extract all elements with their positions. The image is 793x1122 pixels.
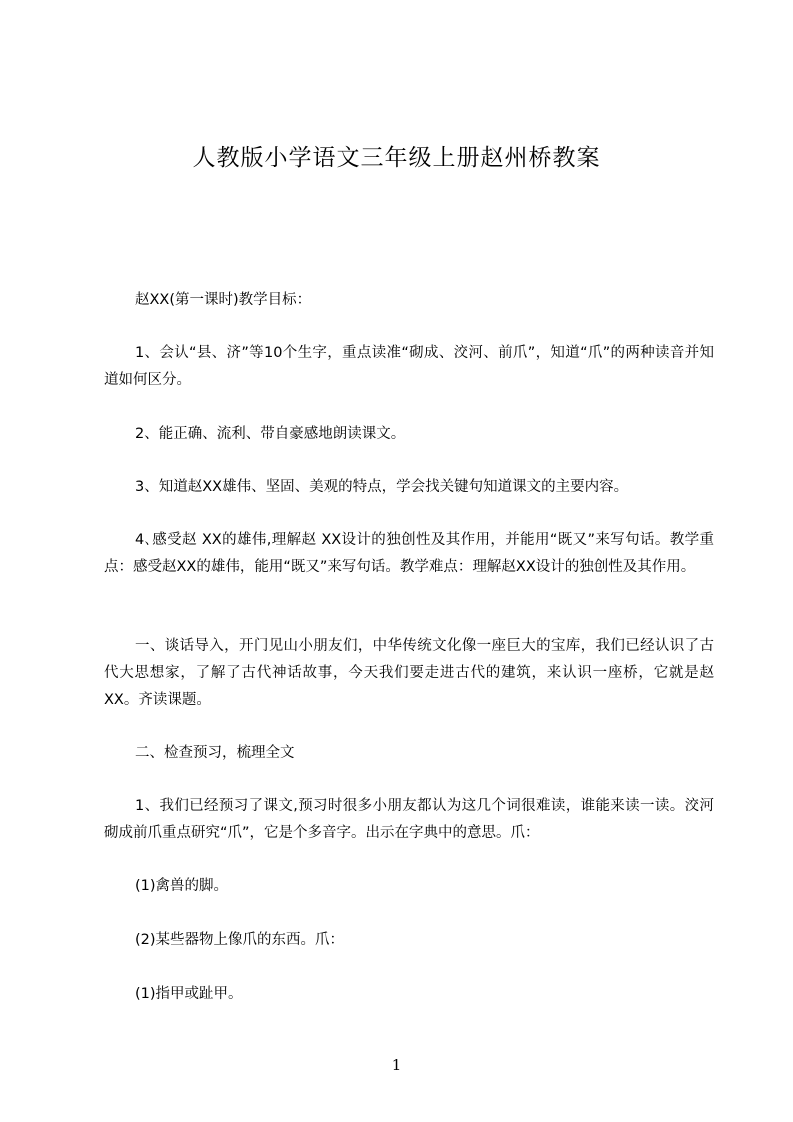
- paragraph-goal-3: 3、知道赵XX雄伟、坚固、美观的特点，学会找关键句知道课文的主要内容。: [135, 479, 629, 495]
- paragraph-lesson-goals-heading: 赵XX(第一课时)教学目标：: [135, 292, 312, 308]
- paragraph-preview-words: 1、我们已经预习了课文,预习时很多小朋友都认为这几个词很难读，谁能来读一读。洨河砌成前爪重点研究“爪”，它是个多音字。出示在字典中的意思。爪：: [104, 798, 714, 841]
- document-title: 人教版小学语文三年级上册赵州桥教案: [192, 145, 601, 171]
- paragraph-goal-4: 4､感受赵 XX的雄伟,理解赵 XX设计的独创性及其作用，并能用“既又”来写句话。教学重点：感受赵XX的雄伟，能用“既又”来写句话。教学难点：理解赵XX设计的独创性及其作用。: [104, 532, 714, 575]
- paragraph-definition-3: (1)指甲或趾甲。: [135, 986, 243, 1002]
- paragraph-section-1: 一、谈话导入，开门见山小朋友们，中华传统文化像一座巨大的宝库，我们已经认识了古代大思想家，了解了古代神话故事，今天我们要走进古代的建筑，来认识一座桥，它就是赵XX。齐读课题。: [104, 638, 714, 708]
- paragraph-goal-1: 1、会认“县、济”等10个生字，重点读准“砌成、洨河、前爪”，知道“爪”的两种读音并知道如何区分。: [104, 345, 714, 388]
- paragraph-section-2-heading: 二、检查预习，梳理全文: [135, 745, 295, 761]
- paragraph-definition-2: (2)某些器物上像爪的东西。爪：: [135, 932, 345, 948]
- paragraph-definition-1: (1)禽兽的脚。: [135, 878, 229, 894]
- page-number: 1: [391, 1056, 402, 1074]
- paragraph-goal-2: 2、能正确、流利、带自豪感地朗读课文。: [135, 426, 406, 442]
